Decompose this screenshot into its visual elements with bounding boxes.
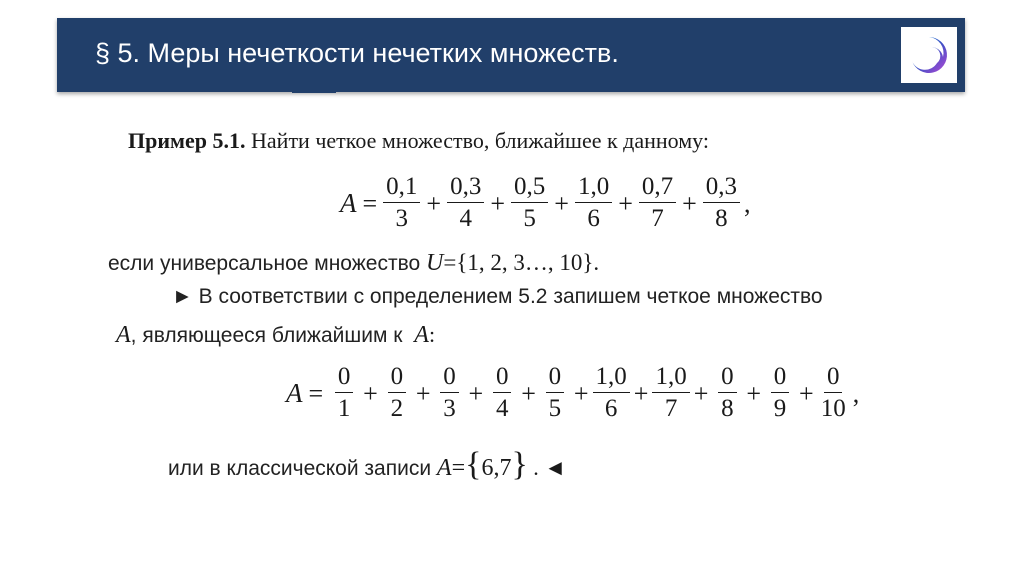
plus-sign: + <box>746 378 762 408</box>
fraction-term <box>487 362 517 425</box>
plus-sign: + <box>490 188 506 218</box>
equals-sign: = <box>362 188 378 218</box>
membership-degree: 0,3 <box>703 172 740 203</box>
element-value: 6 <box>604 395 618 422</box>
formula-variable: A <box>286 378 303 408</box>
element-value: 4 <box>459 205 472 232</box>
fraction-term <box>329 362 359 425</box>
plus-sign: + <box>799 378 814 408</box>
element-value: 3 <box>395 205 409 232</box>
element-value: 5 <box>548 395 562 422</box>
fraction-term <box>652 362 689 425</box>
membership-degree: 0 <box>546 362 565 393</box>
membership-degree: 0 <box>493 362 512 393</box>
membership-degree: 0,1 <box>383 172 420 203</box>
membership-degree: 0,7 <box>639 172 676 203</box>
title-accent-line <box>292 90 336 93</box>
membership-degree: 0 <box>718 362 737 393</box>
fraction-term <box>382 362 412 425</box>
fraction-term <box>575 172 612 235</box>
formula-end: , <box>852 378 860 408</box>
classic-var: A <box>436 455 452 481</box>
element-value: 5 <box>523 205 536 232</box>
example-label: Пример 5.1. <box>128 128 246 153</box>
universe-var: U <box>426 250 444 276</box>
element-value: 8 <box>721 395 734 422</box>
membership-degree: 0,5 <box>511 172 548 203</box>
membership-degree: 0 <box>335 362 354 393</box>
spiral-logo-icon <box>907 33 951 77</box>
fraction-term <box>511 172 548 235</box>
membership-degree: 1,0 <box>593 362 630 393</box>
classic-prefix: или в классической записи <box>168 457 437 480</box>
membership-degree: 0 <box>824 362 843 393</box>
example-statement <box>128 128 709 154</box>
classic-equals: = <box>451 455 466 481</box>
formula-variable: A <box>340 188 357 218</box>
plus-sign: + <box>573 378 589 408</box>
logo <box>901 27 957 83</box>
classic-close-brace: } <box>511 446 528 483</box>
plus-sign: + <box>468 378 484 408</box>
example-task: Найти четкое множество, ближайшее к данному: <box>245 128 709 153</box>
membership-degree: 1,0 <box>652 362 689 393</box>
element-value: 3 <box>443 395 456 422</box>
fraction-term <box>703 172 740 235</box>
membership-degree: 0 <box>771 362 790 393</box>
classic-open-brace: { <box>465 446 482 483</box>
membership-degree: 0,3 <box>447 172 484 203</box>
element-value: 7 <box>651 205 664 232</box>
fraction-term <box>447 172 484 235</box>
plus-sign: + <box>521 378 536 408</box>
element-value: 4 <box>495 395 509 422</box>
plus-sign: + <box>415 378 431 408</box>
fraction-term <box>639 172 676 235</box>
plus-sign: + <box>682 188 697 218</box>
plus-sign: + <box>554 188 569 218</box>
formula-fuzzy-set <box>340 172 755 235</box>
slide-title: § 5. Меры нечеткости нечетких множеств. <box>95 38 619 68</box>
plus-sign: + <box>693 378 709 408</box>
solution-line2-text: , являющееся ближайшим к <box>130 324 409 347</box>
formula-crisp-set <box>286 362 863 425</box>
plus-sign: + <box>363 378 378 408</box>
element-value: 2 <box>390 395 404 422</box>
fraction-term <box>383 172 420 235</box>
element-value: 9 <box>773 395 787 422</box>
universe-set: ={1, 2, 3…, 10}. <box>443 250 600 275</box>
fraction-term <box>712 362 742 425</box>
classic-end: . ◄ <box>527 455 567 480</box>
fraction-term <box>765 362 795 425</box>
solution-line-2 <box>116 322 435 349</box>
fraction-term <box>593 362 630 425</box>
membership-degree: 0 <box>388 362 407 393</box>
membership-degree: 0 <box>440 362 459 393</box>
solution-line-1 <box>172 285 823 309</box>
plus-sign: + <box>426 188 442 218</box>
fraction-term <box>818 362 849 425</box>
classic-notation-line <box>168 446 567 483</box>
solution-var-2: A <box>414 322 429 348</box>
plus-sign: + <box>618 188 633 218</box>
membership-degree: 1,0 <box>575 172 612 203</box>
universe-prefix: если универсальное множество <box>108 252 427 275</box>
solution-colon: : <box>428 322 436 347</box>
element-value: 8 <box>715 205 728 232</box>
element-value: 1 <box>337 395 351 422</box>
solution-var: A <box>116 322 131 348</box>
element-value: 6 <box>587 205 600 232</box>
solution-text: ► В соответствии с определением 5.2 запишем четкое множество <box>172 285 823 308</box>
element-value: 10 <box>820 395 846 422</box>
plus-sign: + <box>633 378 649 408</box>
universe-line <box>108 250 599 277</box>
classic-content: 6,7 <box>481 455 512 481</box>
formula-end: , <box>744 188 751 218</box>
fraction-term <box>435 362 465 425</box>
fraction-term <box>540 362 570 425</box>
title-bar <box>57 18 965 92</box>
element-value: 7 <box>664 395 678 422</box>
equals-sign: = <box>308 378 324 408</box>
